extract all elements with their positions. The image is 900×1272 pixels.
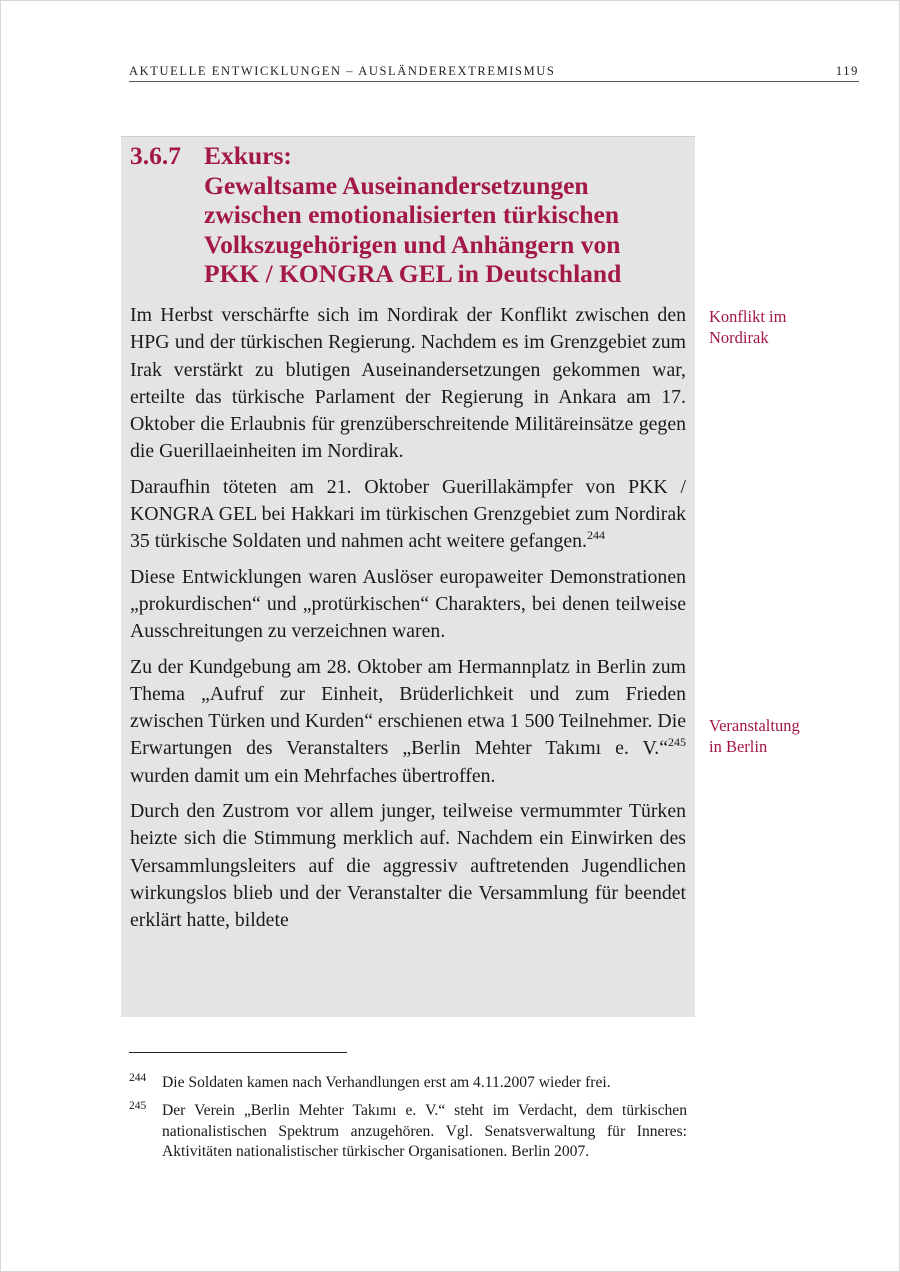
section-title-line: zwischen emotionalisierten türkischen [204,200,620,229]
header-title: AKTUELLE ENTWICKLUNGEN – AUSLÄNDEREXTREMISMUS [129,64,556,78]
footnote-text: Die Soldaten kamen nach Verhandlungen erst am 4.11.2007 wieder frei. [162,1074,611,1091]
margin-note-veranstaltung [709,715,859,757]
margin-note-line: Veranstaltung [709,716,800,735]
paragraph: Diese Entwicklungen waren Auslöser europaweiter Demonstrationen „prokurdischen“ und „protürkischen“ Charakters, bei denen teilweise Ausschreitungen zu verzeichnen waren. [130,565,686,643]
section-title-line: Exkurs: [204,141,292,170]
footnote-rule [129,1052,347,1053]
section-title-line: PKK / KONGRA GEL in Deutschland [204,259,622,288]
footnote-number: 245 [129,1100,147,1113]
paragraph-text: wurden damit um ein Mehrfaches übertroffen. [130,764,496,787]
paragraph-text: Daraufhin töteten am 21. Oktober Guerillakämpfer von PKK / KONGRA GEL bei Hakkari im türkischen Grenzgebiet zum Nordirak 35 türkische Soldaten und nahmen acht weitere gefangen. [130,475,686,553]
paragraph: Durch den Zustrom vor allem junger, teilweise vermummter Türken heizte sich die Stimmung merklich auf. Nachdem ein Einwirken des Versammlungsleiters auf die aggressiv auftretenden Jugendlichen wirkungslos blieb und der Veranstalter die Versammlung für beendet erklärt hatte, bildete [130,800,686,932]
paragraph [130,654,686,790]
footnote [129,1073,687,1093]
section-title-line: Volkszugehörigen und Anhängern von [204,229,621,259]
margin-note-konflikt [709,306,859,348]
margin-note-line: in Berlin [709,737,768,756]
paragraph-text: Zu der Kundgebung am 28. Oktober am Hermannplatz in Berlin zum Thema „Aufruf zur Einheit, Brüderlichkeit und zum Frieden zwischen Türken und Kurden“ erschienen etwa 1 500 Teilnehmer. Die Erwartungen des Veranstalters „Berlin Mehter Takımı e. V.“ [130,655,686,760]
paragraph: Im Herbst verschärfte sich im Nordirak der Konflikt zwischen den HPG und der türkischen Regierung. Nachdem es im Grenzgebiet zum Irak verstärkt zu blutigen Auseinandersetzungen gekommen war, erteilte das türkische Parlament der Regierung in Ankara am 17. Oktober die Erlaubnis für grenzüberschreitende Militäreinsätze gegen die Guerillaeinheiten im Nordirak. [130,304,686,463]
section-title-line: Gewaltsame Auseinandersetzungen [204,170,589,200]
margin-note-line: Konflikt im [709,307,787,326]
page-number: 119 [835,64,859,78]
section-number: 3.6.7 [130,141,181,170]
footnote-text: Der Verein „Berlin Mehter Takımı e. V.“ steht im Verdacht, dem türkischen nationalistischen Spektrum anzugehören. Vgl. Senatsverwaltung für Inneres: Aktivitäten nationalistischer türkischer Organisationen. Berlin 2007. [162,1102,687,1160]
footnote [129,1101,687,1162]
paragraph [130,474,686,556]
section-title [204,141,694,289]
footnote-ref: 245 [668,734,686,749]
footnote-number: 244 [129,1072,147,1084]
footnote-ref: 244 [587,527,606,542]
footnotes [129,1073,687,1170]
header-rule [129,81,859,82]
margin-note-line: Nordirak [709,328,769,347]
body-text [130,302,686,943]
running-header [129,64,859,79]
